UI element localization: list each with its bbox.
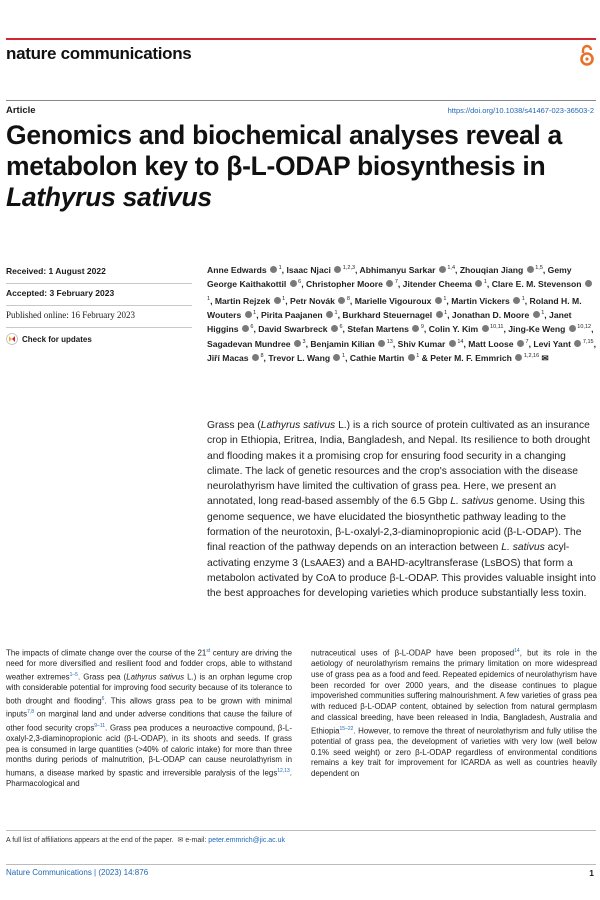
- author-name[interactable]: Isaac Njaci: [286, 264, 334, 275]
- email-label: e-mail:: [185, 837, 207, 844]
- author-name[interactable]: Jonathan D. Moore: [451, 309, 532, 320]
- header-rule: [6, 100, 596, 101]
- top-rule: [6, 38, 596, 40]
- orcid-icon[interactable]: [408, 354, 415, 361]
- orcid-icon[interactable]: [517, 340, 524, 347]
- orcid-icon[interactable]: [533, 311, 540, 318]
- orcid-icon[interactable]: [569, 325, 576, 332]
- affiliation-number: 10,11: [488, 324, 504, 331]
- author-separator: ,: [447, 309, 452, 320]
- author-name[interactable]: Burkhard Steuernagel: [342, 309, 435, 320]
- author-name[interactable]: Martin Vickers: [451, 295, 513, 306]
- affiliation-number: 1,2,16: [522, 353, 540, 360]
- author-name[interactable]: Clare E. M. Stevenson: [491, 279, 584, 290]
- author-name[interactable]: Zhouqian Jiang: [459, 264, 526, 275]
- author-separator: ,: [455, 264, 460, 275]
- orcid-icon[interactable]: [290, 280, 297, 287]
- affiliation-number: 1,4: [445, 265, 456, 271]
- title-line-2: metabolon key to β-L-ODAP biosynthesis in: [6, 151, 546, 181]
- affiliation-number: 1: [442, 310, 448, 317]
- author-separator: ,: [349, 295, 355, 306]
- title-line-1: Genomics and biochemical analyses reveal a: [6, 120, 562, 150]
- title-line-3: Lathyrus sativus: [6, 182, 212, 212]
- author-separator: ,: [397, 279, 403, 290]
- footer-rule: [6, 864, 596, 865]
- author-separator: &: [419, 353, 431, 364]
- author-separator: ,: [446, 295, 452, 306]
- check-for-updates-label: Check for updates: [22, 334, 92, 344]
- author-name[interactable]: Jiří Macas: [207, 353, 251, 364]
- orcid-icon[interactable]: [242, 325, 249, 332]
- author-name[interactable]: Janet Higgins: [207, 309, 572, 335]
- affiliation-number: 6: [296, 279, 302, 286]
- article-type: Article: [6, 105, 36, 116]
- orcid-icon[interactable]: [585, 280, 592, 287]
- footnote-rule: [6, 830, 596, 831]
- author-name[interactable]: Benjamin Kilian: [310, 338, 378, 349]
- author-name[interactable]: Cathie Martin: [349, 353, 407, 364]
- affiliation-number: 3: [300, 338, 306, 345]
- author-separator: ,: [593, 338, 596, 349]
- affiliation-number: 1: [333, 310, 338, 317]
- orcid-icon[interactable]: [294, 340, 301, 347]
- author-name[interactable]: Pirita Paajanen: [260, 309, 325, 320]
- article-dates: [6, 262, 192, 345]
- author-name[interactable]: Gemy George Kaithakottil: [207, 264, 572, 290]
- affiliation-number: 7,15: [581, 338, 594, 345]
- author-separator: ,: [591, 324, 594, 335]
- orcid-icon[interactable]: [449, 340, 456, 347]
- author-name[interactable]: Colin Y. Kim: [428, 324, 481, 335]
- mail-icon: ✉: [177, 837, 184, 844]
- author-separator: ,: [253, 324, 259, 335]
- author-separator: ✉: [539, 353, 549, 364]
- author-separator: ,: [281, 264, 287, 275]
- body-column-2: nutraceutical uses of β-L-ODAP have been proposed$^{14}$, but its role in the aetiology of neurolathyrism remains the primary limitation on more widespread use of grass pea as a food and feed. Repeated epidemics of neurolathyrism have been recorded for over 2000 years, and the disease continues to plague impoverished communities suffering malnourishment. A few varieties of grass pea with reduced β-L-ODAP content, obtained by selection from natural germplasm and classical breeding, have been released in India, Bangladesh, Australia and Ethiopia$^{15-22}$. However, to remove the threat of neurolathyrism and fully utilise the potential of grass pea, the development of varieties with very low (well below 0.1% seed weight) or zero β-L-ODAP regardless of environmental conditions remains a key trait for improvement for ICARDA as well as countries heavily dependent on: [311, 648, 597, 778]
- author-name[interactable]: Christopher Moore: [306, 279, 386, 290]
- affiliation-number: 1: [414, 353, 420, 360]
- author-separator: ,: [392, 338, 398, 349]
- author-name[interactable]: Peter M. F. Emmrich: [430, 353, 515, 364]
- author-separator: ,: [337, 309, 343, 320]
- author-name[interactable]: Stefan Martens: [347, 324, 412, 335]
- affiliation-number: 1: [280, 295, 286, 302]
- received-date: Received: 1 August 2022: [6, 262, 192, 284]
- email-link[interactable]: peter.emmrich@jic.ac.uk: [208, 837, 286, 844]
- orcid-icon[interactable]: [436, 311, 443, 318]
- orcid-icon[interactable]: [252, 354, 259, 361]
- orcid-icon[interactable]: [331, 325, 338, 332]
- open-access-icon: [578, 44, 596, 66]
- author-separator: ,: [305, 338, 311, 349]
- orcid-icon[interactable]: [274, 297, 281, 304]
- published-date: Published online: 16 February 2023: [6, 306, 192, 328]
- affiliation-number: 7: [523, 338, 529, 345]
- author-name[interactable]: David Swarbreck: [258, 324, 330, 335]
- author-separator: ,: [256, 309, 261, 320]
- affiliation-number: 14: [455, 338, 464, 345]
- author-name[interactable]: Jing-Ke Weng: [508, 324, 568, 335]
- orcid-icon[interactable]: [439, 266, 446, 273]
- author-name[interactable]: Shiv Kumar: [397, 338, 448, 349]
- affiliation-number: 8: [345, 295, 350, 302]
- author-separator: ,: [544, 309, 550, 320]
- orcid-icon[interactable]: [482, 325, 489, 332]
- check-for-updates-icon: [6, 333, 18, 345]
- author-separator: ,: [301, 279, 307, 290]
- author-separator: ,: [463, 338, 469, 349]
- affiliation-number: 1: [539, 310, 545, 317]
- author-name[interactable]: Jitender Cheema: [402, 279, 475, 290]
- article-title: [6, 120, 596, 213]
- author-name[interactable]: Roland H. M. Wouters: [207, 295, 582, 320]
- author-name[interactable]: Anne Edwards: [207, 264, 270, 275]
- affiliations-footnote: [6, 836, 285, 844]
- accepted-date: Accepted: 3 February 2023: [6, 284, 192, 306]
- author-separator: ,: [263, 353, 269, 364]
- affiliation-number: 1,5: [533, 265, 543, 271]
- affiliation-number: 1,2,3: [341, 265, 356, 271]
- affiliation-number: 1: [520, 295, 525, 302]
- author-separator: ,: [524, 295, 530, 306]
- author-separator: ,: [210, 295, 215, 306]
- author-name[interactable]: Sagadevan Mundree: [207, 338, 293, 349]
- author-separator: ,: [355, 264, 360, 275]
- author-name[interactable]: Marielle Vigouroux: [354, 295, 434, 306]
- affiliation-number: 1: [441, 295, 447, 302]
- affiliation-number: 13: [385, 338, 393, 345]
- doi-link[interactable]: https://doi.org/10.1038/s41467-023-36503-2: [447, 106, 594, 115]
- author-separator: ,: [342, 324, 348, 335]
- check-for-updates[interactable]: [6, 328, 192, 345]
- affiliation-number: 1: [340, 353, 346, 360]
- page-number: 1: [589, 868, 594, 878]
- author-separator: ,: [528, 338, 534, 349]
- affiliation-number: 9: [419, 324, 424, 331]
- journal-name[interactable]: nature communications: [6, 44, 192, 63]
- author-separator: ,: [503, 324, 509, 335]
- affiliation-number: 1: [251, 310, 257, 317]
- author-name[interactable]: Abhimanyu Sarkar: [359, 264, 438, 275]
- author-name[interactable]: Petr Novák: [290, 295, 338, 306]
- affiliation-number: 6: [248, 324, 254, 331]
- author-name[interactable]: Trevor L. Wang: [268, 353, 333, 364]
- affiliation-number: 1: [482, 279, 487, 286]
- orcid-icon[interactable]: [326, 311, 333, 318]
- author-separator: ,: [542, 264, 548, 275]
- abstract: Grass pea (Lathyrus sativus L.) is a rich source of protein cultivated as an insurance crop in Ethiopia, Eritrea, India, Bangladesh, and Nepal. Its resilience to both drought and flooding makes it a promising crop for ensuring food security in a changing climate. The lack of genetic resources and the crop's association with the disease neurolathyrism have limited the cultivation of grass pea. Here, we present an annotated, long read-based assembly of the 6.5 Gbp L. sativus genome. Using this genome sequence, we have elucidated the biosynthetic pathway leading to the formation of the neurotoxin, β-L-oxalyl-2,3-diaminopropionic acid (β-L-ODAP). The final reaction of the pathway depends on an interaction between L. sativus acyl-activating enzyme 3 (LsAAE3) and a BAHD-acyltransferase (LsBOS) that form a metabolon activated by CoA to produce β-L-ODAP. This provides valuable insight into the best approaches for developing varieties which produce substantially less toxin.: [207, 420, 597, 600]
- affiliation-number: 6: [337, 324, 343, 331]
- author-separator: ,: [423, 324, 429, 335]
- journal-citation: Nature Communications | (2023) 14:876: [6, 868, 149, 877]
- author-list: [207, 262, 597, 365]
- author-separator: ,: [345, 353, 350, 364]
- author-name[interactable]: Matt Loose: [468, 338, 516, 349]
- author-separator: ,: [285, 295, 291, 306]
- affiliation-number: 10,12: [575, 324, 592, 331]
- affiliation-number: 7: [393, 279, 398, 286]
- author-name[interactable]: Levi Yant: [533, 338, 574, 349]
- orcid-icon[interactable]: [527, 266, 534, 273]
- orcid-icon[interactable]: [435, 297, 442, 304]
- affiliation-number: 8: [258, 353, 264, 360]
- affiliations-note: A full list of affiliations appears at the end of the paper.: [6, 837, 174, 844]
- author-separator: ,: [486, 279, 492, 290]
- affiliation-number: 1: [277, 265, 282, 271]
- body-column-1: The impacts of climate change over the course of the 21st century are driving the need for more diversified and resilient food and fodder crops, able to withstand weather extremes$^{1-5}$. Grass pea (Lathyrus sativus L.) is an orphan legume crop with considerable potential for improving food security because of its tolerance to both drought and flooding$^6$. This allows grass pea to be grown with minimal inputs$^{7,8}$ on marginal land and under adverse conditions that cause the failure of other food security crops$^{9-11}$. Grass pea produces a neuroactive compound, β-L-oxalyl-2,3-diaminopropionic acid (β-L-ODAP), in its shoots and seeds. If grass pea is consumed in large quantities (>40% of caloric intake) for more than three months during periods of malnutrition, β-L-ODAP can cause neurolathyrism in humans, a disease marked by spastic and irreversible paralysis of the legs$^{12,13}$. Pharmacological and: [6, 648, 293, 789]
- orcid-icon[interactable]: [245, 311, 252, 318]
- affiliation-number: 1: [207, 295, 211, 302]
- author-name[interactable]: Martin Rejzek: [214, 295, 273, 306]
